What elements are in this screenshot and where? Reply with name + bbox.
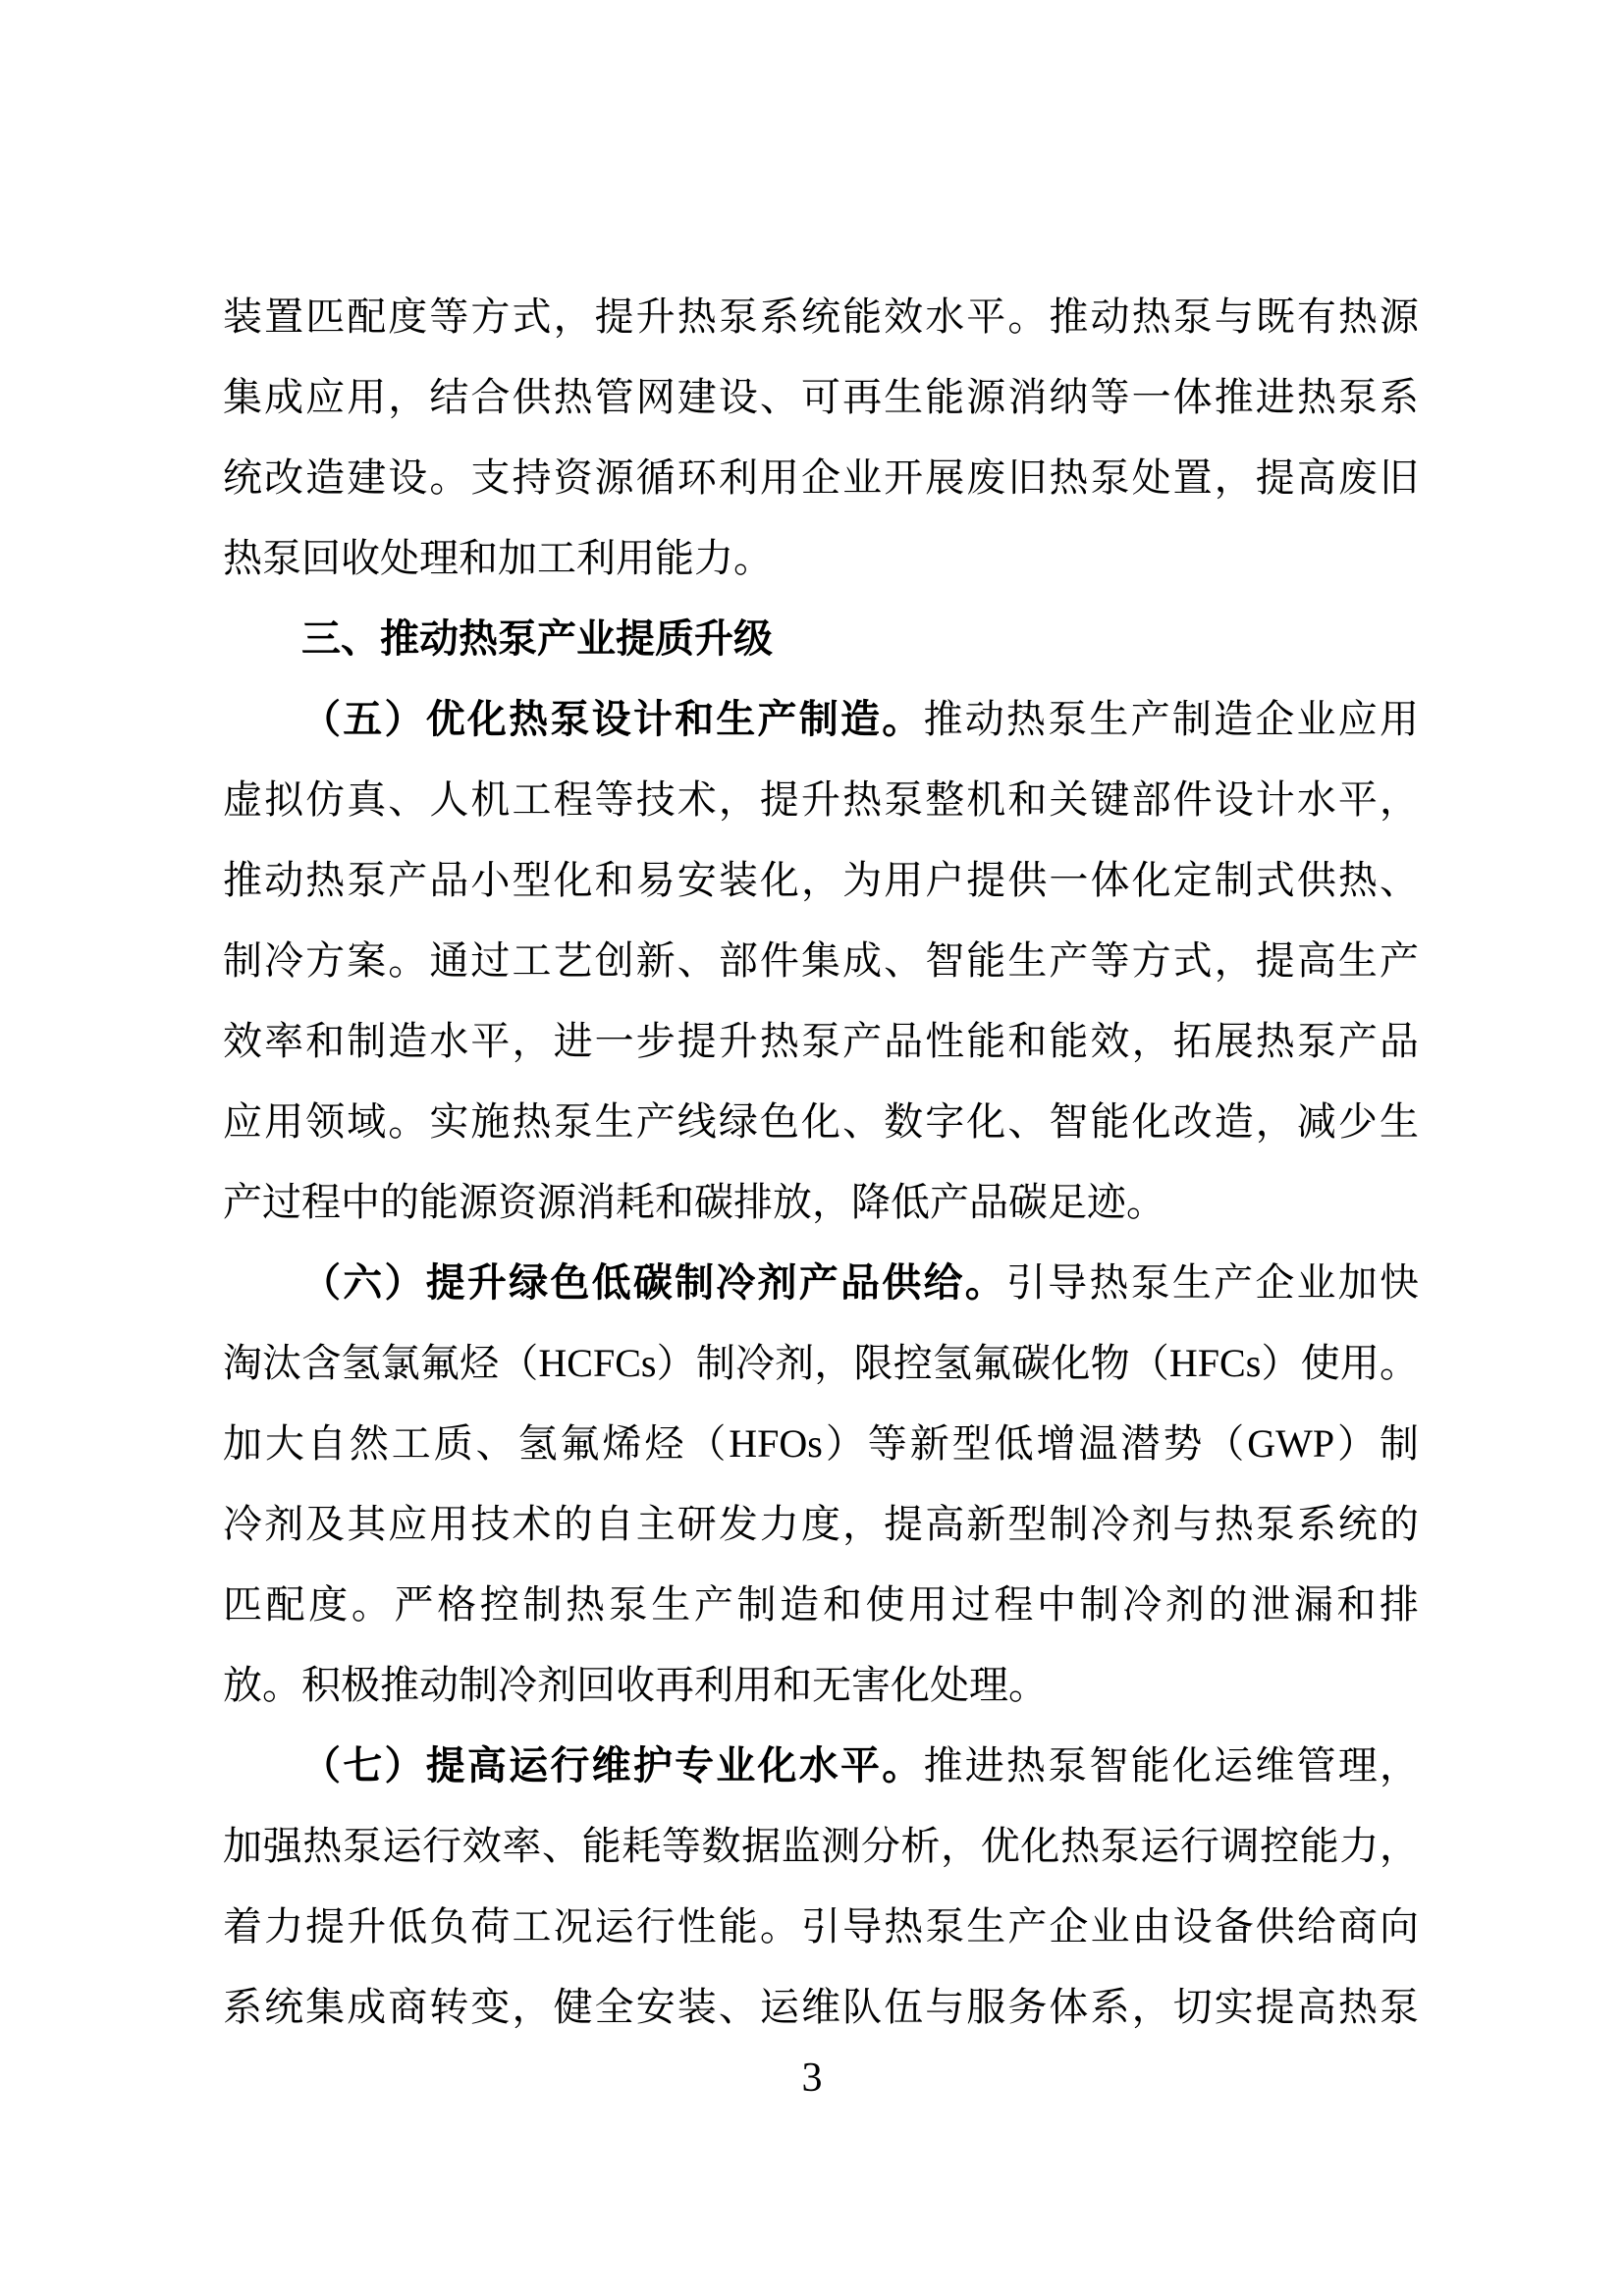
section-heading: 三、推动热泵产业提质升级 (301, 617, 773, 661)
body-line: 加强热泵运行效率、能耗等数据监测分析，优化热泵运行调控能力， (223, 1824, 1419, 1868)
body-line: 放。积极推动制冷剂回收再利用和无害化处理。 (223, 1663, 1048, 1707)
paragraph-7 (223, 1726, 1419, 2048)
body-text: 推动热泵生产制造企业应用 (923, 697, 1419, 741)
body-line: 产过程中的能源资源消耗和碳排放，降低产品碳足迹。 (223, 1180, 1165, 1224)
body-line: 应用领域。实施热泵生产线绿色化、数字化、智能化改造，减少生 (223, 1099, 1419, 1144)
body-line: 系统集成商转变，健全安装、运维队伍与服务体系，切实提高热泵 (223, 1985, 1419, 2029)
body-line: 匹配度。严格控制热泵生产制造和使用过程中制冷剂的泄漏和排 (223, 1582, 1419, 1627)
body-line: 效率和制造水平，进一步提升热泵产品性能和能效，拓展热泵产品 (223, 1019, 1419, 1063)
paragraph-5 (223, 679, 1419, 1243)
body-line: 虚拟仿真、人机工程等技术，提升热泵整机和关键部件设计水平， (223, 777, 1419, 822)
body-line: 推动热泵产品小型化和易安装化，为用户提供一体化定制式供热、 (223, 858, 1419, 902)
paragraph-lead: （五）优化热泵设计和生产制造。 (301, 697, 924, 741)
body-line (223, 1243, 1419, 1323)
paragraph-6 (223, 1243, 1419, 1726)
body-line: 制冷方案。通过工艺创新、部件集成、智能生产等方式，提高生产 (223, 938, 1419, 983)
body-line: 淘汰含氢氯氟烃（HCFCs）制冷剂，限控氢氟碳化物（HFCs）使用。 (223, 1341, 1419, 1385)
body-line: 着力提升低负荷工况运行性能。引导热泵生产企业由设备供给商向 (223, 1904, 1419, 1949)
paragraph-intro (223, 277, 1419, 599)
body-line: 统改造建设。支持资源循环利用企业开展废旧热泵处置，提高废旧 (223, 455, 1419, 500)
body-line: 加大自然工质、氢氟烯烃（HFOs）等新型低增温潜势（GWP）制 (223, 1421, 1419, 1466)
page-number: 3 (801, 2056, 823, 2101)
body-line: 冷剂及其应用技术的自主研发力度，提高新型制冷剂与热泵系统的 (223, 1502, 1419, 1546)
body-line: 装置匹配度等方式，提升热泵系统能效水平。推动热泵与既有热源 (223, 294, 1419, 339)
body-line (223, 1726, 1419, 1806)
body-text: 引导热泵生产企业加快 (1005, 1260, 1419, 1305)
paragraph-lead: （六）提升绿色低碳制冷剂产品供给。 (301, 1260, 1006, 1305)
body-line: 集成应用，结合供热管网建设、可再生能源消纳等一体推进热泵系 (223, 375, 1419, 419)
text-area (223, 277, 1419, 2048)
body-text: 推进热泵智能化运维管理， (923, 1743, 1419, 1788)
paragraph-lead: （七）提高运行维护专业化水平。 (301, 1743, 924, 1788)
body-line: 热泵回收处理和加工利用能力。 (223, 536, 773, 580)
body-line (223, 679, 1419, 760)
